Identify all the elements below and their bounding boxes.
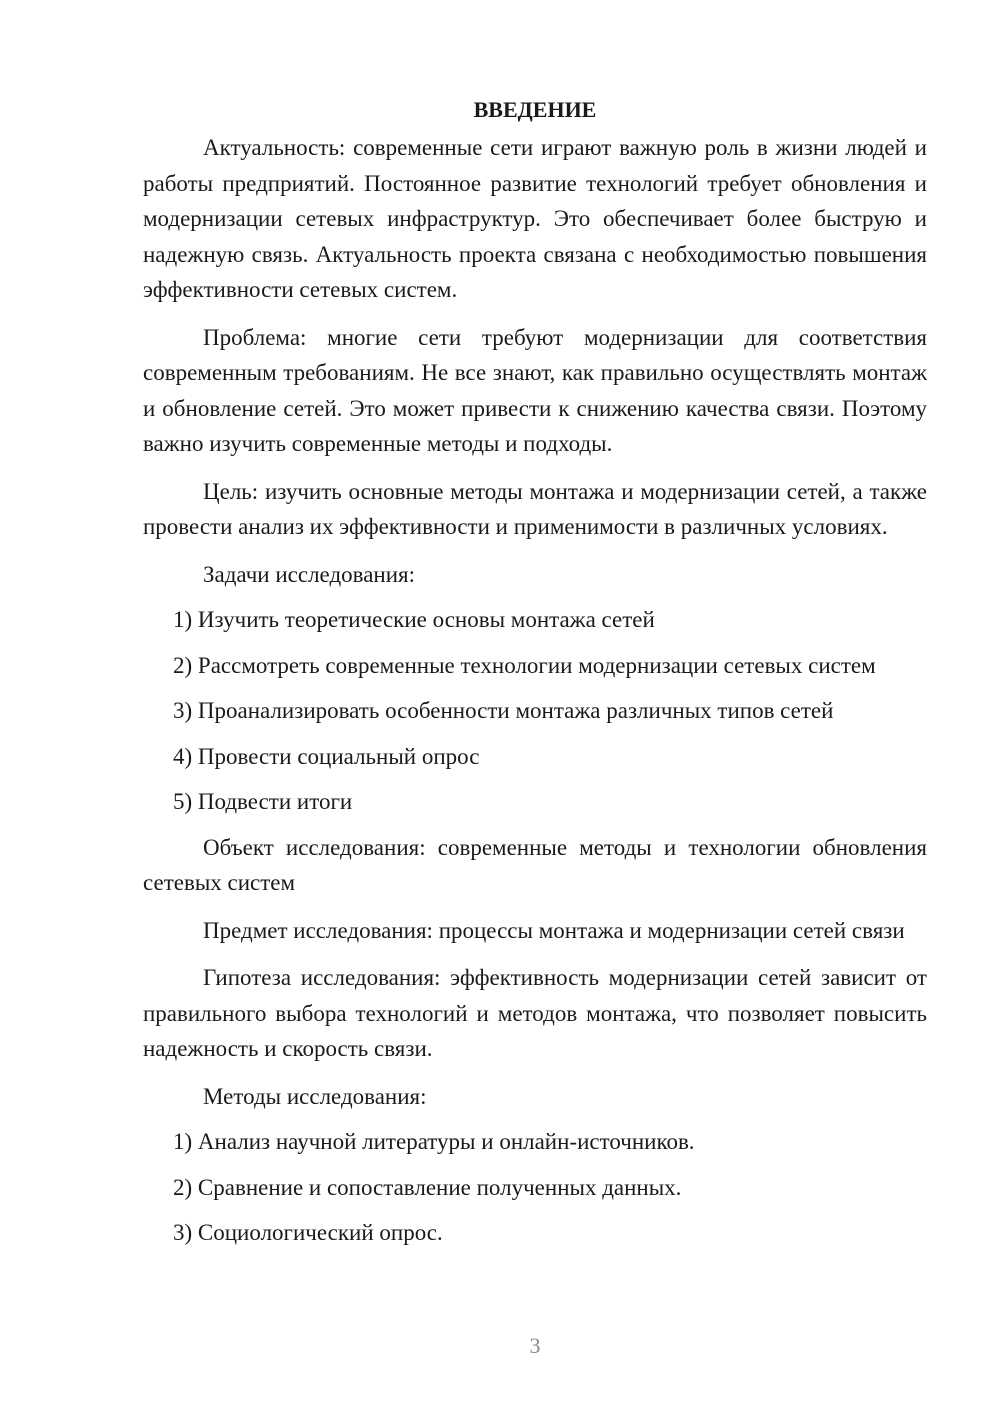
task-item: 1) Изучить теоретические основы монтажа сетей [173, 607, 655, 632]
section-title: ВВЕДЕНИЕ [473, 97, 597, 122]
relevance-paragraph: Актуальность: современные сети играют важную роль в жизни людей и работы предприятий. Постоянное развитие технологий требует обновления и модернизации сетевых инфраструктур. Это обеспечивает более быструю и надежную связь. Актуальность проекта связана с необходимостью повышения эффективности сетевых систем. [143, 135, 927, 302]
tasks-list [143, 602, 927, 820]
tasks-heading: Задачи исследования: [203, 561, 416, 587]
problem-paragraph: Проблема: многие сети требуют модернизации для соответствия современным требованиям. Не все знают, как правильно осуществлять монтаж и обновление сетей. Это может привести к снижению качества связи. Поэтому важно изучить современные методы и подходы. [143, 324, 927, 456]
hypothesis-paragraph: Гипотеза исследования: эффективность модернизации сетей зависит от правильного выбора технологий и методов монтажа, что позволяет повысить надежность и скорость связи. [143, 965, 927, 1061]
page-number: 3 [529, 1333, 541, 1358]
goal-paragraph: Цель: изучить основные методы монтажа и модернизации сетей, а также провести анализ их эффективности и применимости в различных условиях. [143, 478, 927, 539]
method-item: 2) Сравнение и сопоставление полученных данных. [173, 1174, 682, 1200]
object-paragraph: Объект исследования: современные методы и технологии обновления сетевых систем [143, 834, 927, 895]
methods-list [143, 1124, 927, 1251]
method-item: 1) Анализ научной литературы и онлайн-источников. [173, 1129, 695, 1154]
task-item: 5) Подвести итоги [173, 789, 353, 814]
task-item: 4) Провести социальный опрос [173, 743, 480, 769]
methods-heading: Методы исследования: [203, 1083, 427, 1109]
subject-paragraph: Предмет исследования: процессы монтажа и модернизации сетей связи [203, 917, 905, 943]
task-item: 2) Рассмотреть современные технологии модернизации сетевых систем [173, 652, 876, 678]
page-content [143, 92, 927, 1261]
method-item: 3) Социологический опрос. [173, 1220, 443, 1245]
task-item: 3) Проанализировать особенности монтажа различных типов сетей [173, 698, 834, 723]
